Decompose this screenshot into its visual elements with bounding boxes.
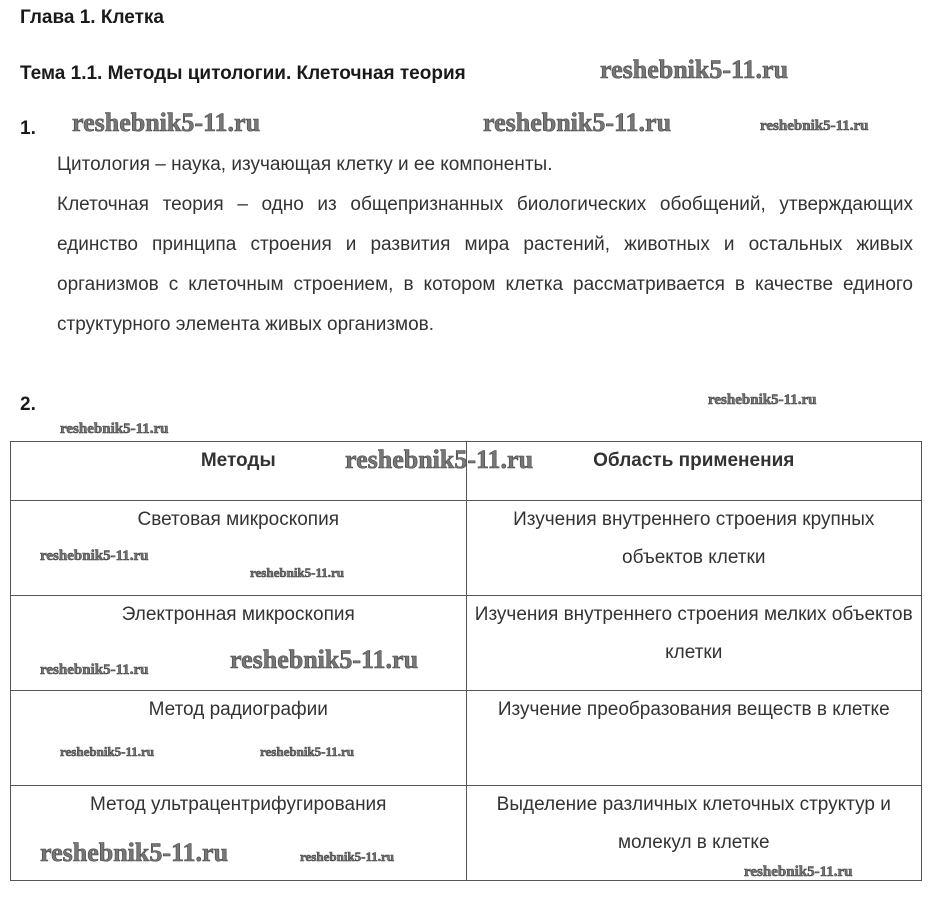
method-cell: Метод радиографии: [11, 691, 467, 786]
topic-title: Тема 1.1. Методы цитологии. Клеточная теория: [20, 63, 466, 84]
methods-table: [10, 441, 922, 881]
watermark: reshebnik5-11.ru: [483, 108, 672, 137]
watermark: reshebnik5-11.ru: [300, 849, 395, 864]
watermark: reshebnik5-11.ru: [250, 565, 345, 580]
application-cell: Изучения внутреннего строения крупных объектов клетки: [466, 501, 922, 596]
application-cell: Изучения внутреннего строения мелких объектов клетки: [466, 596, 922, 691]
method-cell: Световая микроскопия: [11, 501, 467, 596]
watermark: reshebnik5-11.ru: [744, 864, 853, 880]
watermark: reshebnik5-11.ru: [230, 645, 419, 674]
method-cell: Электронная микроскопия: [11, 596, 467, 691]
watermark: reshebnik5-11.ru: [60, 744, 155, 759]
task-1-number: 1.: [20, 118, 36, 139]
cell-theory-definition: Клеточная теория – одно из общепризнанных биологических обобщений, утверждающих единство принципа строения и развития мира растений, животных и остальных живых организмов с клеточным строением, в котором клетка рассматривается в качестве единого структурного элемента живых организмов.: [57, 194, 913, 335]
header-methods: Методы: [11, 442, 467, 501]
task-1-text: [57, 145, 913, 345]
task-2-number: 2.: [20, 394, 36, 415]
watermark: reshebnik5-11.ru: [600, 55, 789, 84]
watermark: reshebnik5-11.ru: [260, 744, 355, 759]
watermark: reshebnik5-11.ru: [708, 392, 817, 408]
watermark: reshebnik5-11.ru: [40, 838, 229, 867]
watermark: reshebnik5-11.ru: [60, 421, 169, 437]
chapter-title: Глава 1. Клетка: [20, 7, 164, 28]
watermark: reshebnik5-11.ru: [760, 118, 869, 134]
watermark: reshebnik5-11.ru: [40, 662, 149, 678]
application-cell: Выделение различных клеточных структур и молекул в клетке: [466, 786, 922, 881]
application-cell: Изучение преобразования веществ в клетке: [466, 691, 922, 786]
table-row: [11, 691, 922, 786]
watermark: reshebnik5-11.ru: [40, 548, 149, 564]
header-application: Область применения: [466, 442, 922, 501]
watermark: reshebnik5-11.ru: [72, 108, 261, 137]
method-cell: Метод ультрацентрифугирования: [11, 786, 467, 881]
watermark: reshebnik5-11.ru: [345, 445, 534, 474]
cytology-definition: Цитология – наука, изучающая клетку и ее компоненты.: [57, 154, 553, 175]
